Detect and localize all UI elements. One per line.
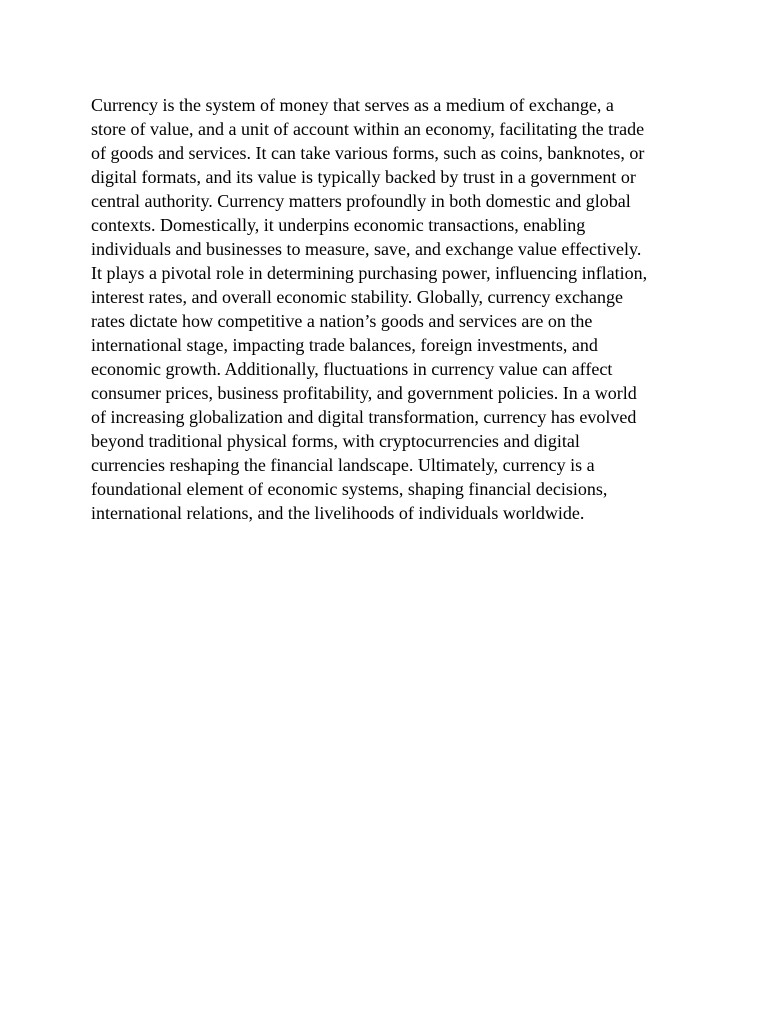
paragraph-line: international stage, impacting trade balances, foreign investments, and	[91, 335, 598, 355]
paragraph-line: of goods and services. It can take various forms, such as coins, banknotes, or	[91, 143, 645, 163]
body-paragraph	[91, 93, 677, 525]
paragraph-line: Currency is the system of money that serves as a medium of exchange, a	[91, 95, 614, 115]
paragraph-line: currencies reshaping the financial landscape. Ultimately, currency is a	[91, 455, 595, 475]
paragraph-line: store of value, and a unit of account within an economy, facilitating the trade	[91, 119, 645, 139]
paragraph-line: consumer prices, business profitability, and government policies. In a world	[91, 383, 637, 403]
paragraph-line: rates dictate how competitive a nation’s goods and services are on the	[91, 311, 593, 331]
paragraph-line: individuals and businesses to measure, save, and exchange value effectively.	[91, 239, 642, 259]
paragraph-line: international relations, and the livelihoods of individuals worldwide.	[91, 503, 585, 523]
paragraph-line: contexts. Domestically, it underpins economic transactions, enabling	[91, 215, 586, 235]
paragraph-line: beyond traditional physical forms, with cryptocurrencies and digital	[91, 431, 580, 451]
paragraph-line: central authority. Currency matters profoundly in both domestic and global	[91, 191, 631, 211]
paragraph-line: It plays a pivotal role in determining purchasing power, influencing inflation,	[91, 263, 648, 283]
paragraph-line: digital formats, and its value is typically backed by trust in a government or	[91, 167, 636, 187]
paragraph-line: economic growth. Additionally, fluctuations in currency value can affect	[91, 359, 613, 379]
paragraph-line: foundational element of economic systems, shaping financial decisions,	[91, 479, 608, 499]
paragraph-line: of increasing globalization and digital transformation, currency has evolved	[91, 407, 637, 427]
paragraph-line: interest rates, and overall economic stability. Globally, currency exchange	[91, 287, 623, 307]
